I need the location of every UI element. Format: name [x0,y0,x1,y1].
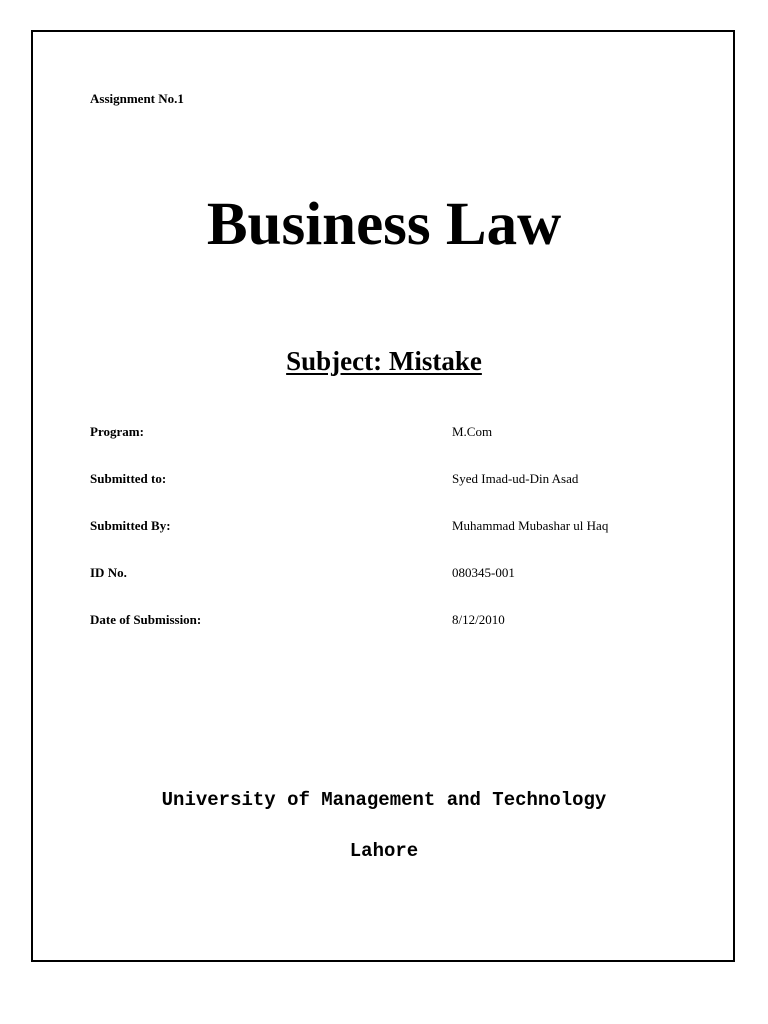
program-value: M.Com [452,424,493,439]
detail-row-date [90,611,710,658]
submitted-by-label: Submitted By: [90,518,171,533]
program-label: Program: [90,424,144,439]
detail-row-submitted-by [90,517,710,564]
document-title: Business Law [206,191,562,258]
university-name: University of Management and Technology [161,789,607,811]
date-value: 8/12/2010 [452,612,505,627]
detail-row-id [90,564,710,611]
detail-row-submitted-to [90,470,710,517]
assignment-number: Assignment No.1 [90,91,184,106]
detail-row-program [90,423,710,470]
city-name: Lahore [349,840,419,862]
submitted-by-value: Muhammad Mubashar ul Haq [452,518,609,533]
submitted-to-label: Submitted to: [90,471,167,486]
id-value: 080345-001 [452,565,515,580]
details-table [90,423,710,658]
document-subject: Subject: Mistake [286,346,482,376]
id-label: ID No. [90,565,127,580]
submitted-to-value: Syed Imad-ud-Din Asad [452,471,579,486]
date-label: Date of Submission: [90,612,202,627]
